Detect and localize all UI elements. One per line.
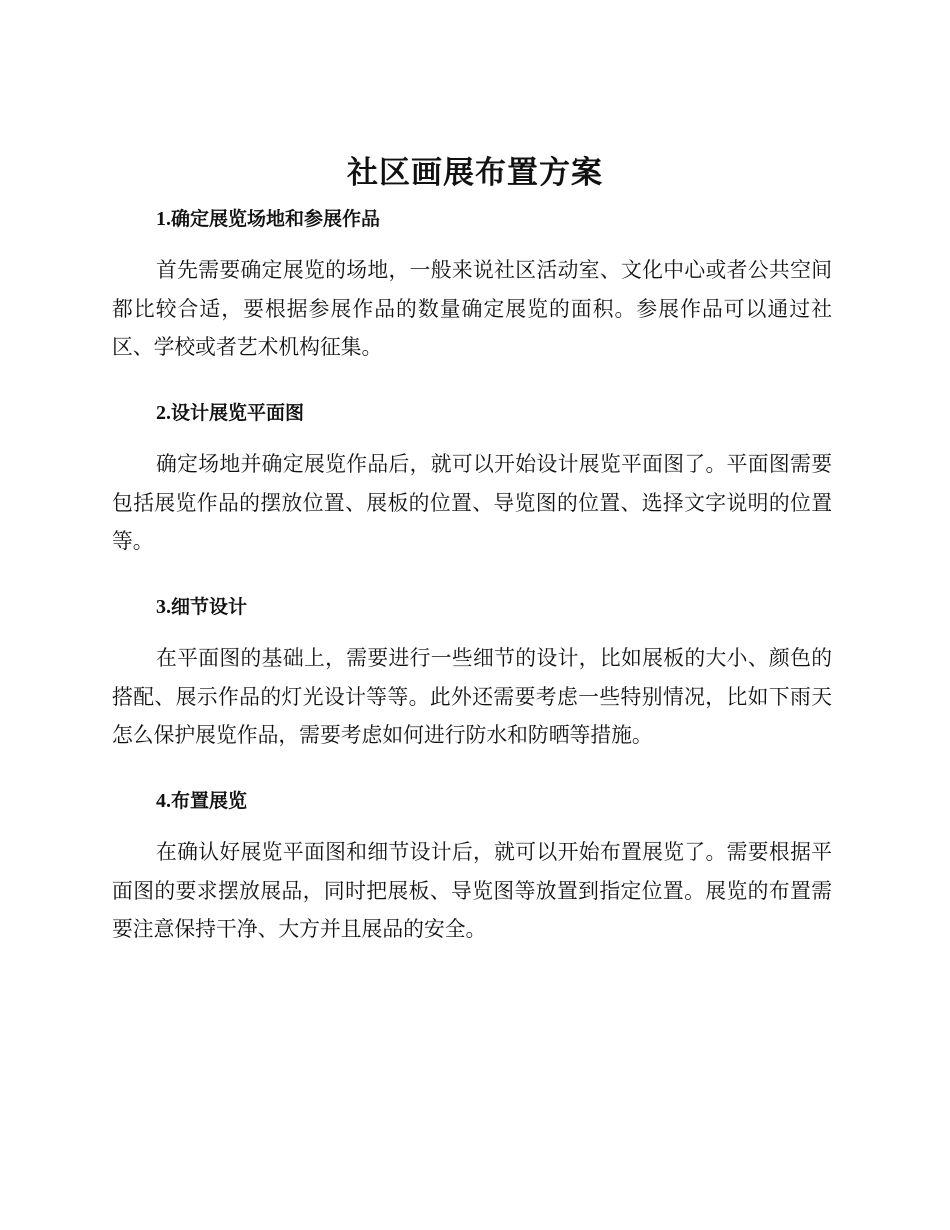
section-venue-and-works — [112, 205, 832, 367]
section-number: 4. — [156, 790, 171, 812]
section-paragraph: 首先需要确定展览的场地，一般来说社区活动室、文化中心或者公共空间都比较合适，要根据参展作品的数量确定展览的面积。参展作品可以通过社区、学校或者艺术机构征集。 — [112, 258, 832, 359]
section-floor-plan — [112, 399, 832, 561]
section-heading-text: 设计展览平面图 — [171, 402, 305, 424]
section-heading — [112, 787, 832, 815]
section-heading — [112, 593, 832, 621]
document-title: 社区画展布置方案 — [347, 155, 603, 191]
section-heading-text: 布置展览 — [171, 790, 248, 812]
section-heading-text: 确定展览场地和参展作品 — [171, 208, 381, 230]
section-setup-exhibition — [112, 787, 832, 949]
section-paragraph: 在平面图的基础上，需要进行一些细节的设计，比如展板的大小、颜色的搭配、展示作品的灯光设计等等。此外还需要考虑一些特别情况，比如下雨天怎么保护展览作品，需要考虑如何进行防水和防晒等措施。 — [112, 646, 832, 747]
section-paragraph: 在确认好展览平面图和细节设计后，就可以开始布置展览了。需要根据平面图的要求摆放展品，同时把展板、导览图等放置到指定位置。展览的布置需要注意保持干净、大方并且展品的安全。 — [112, 840, 832, 941]
section-detail-design — [112, 593, 832, 755]
section-heading — [112, 205, 832, 233]
section-heading — [112, 399, 832, 427]
section-number: 3. — [156, 596, 171, 618]
section-paragraph: 确定场地并确定展览作品后，就可以开始设计展览平面图了。平面图需要包括展览作品的摆放位置、展板的位置、导览图的位置、选择文字说明的位置等。 — [112, 452, 832, 553]
section-heading-text: 细节设计 — [171, 596, 248, 618]
section-number: 2. — [156, 402, 171, 424]
section-number: 1. — [156, 208, 171, 230]
